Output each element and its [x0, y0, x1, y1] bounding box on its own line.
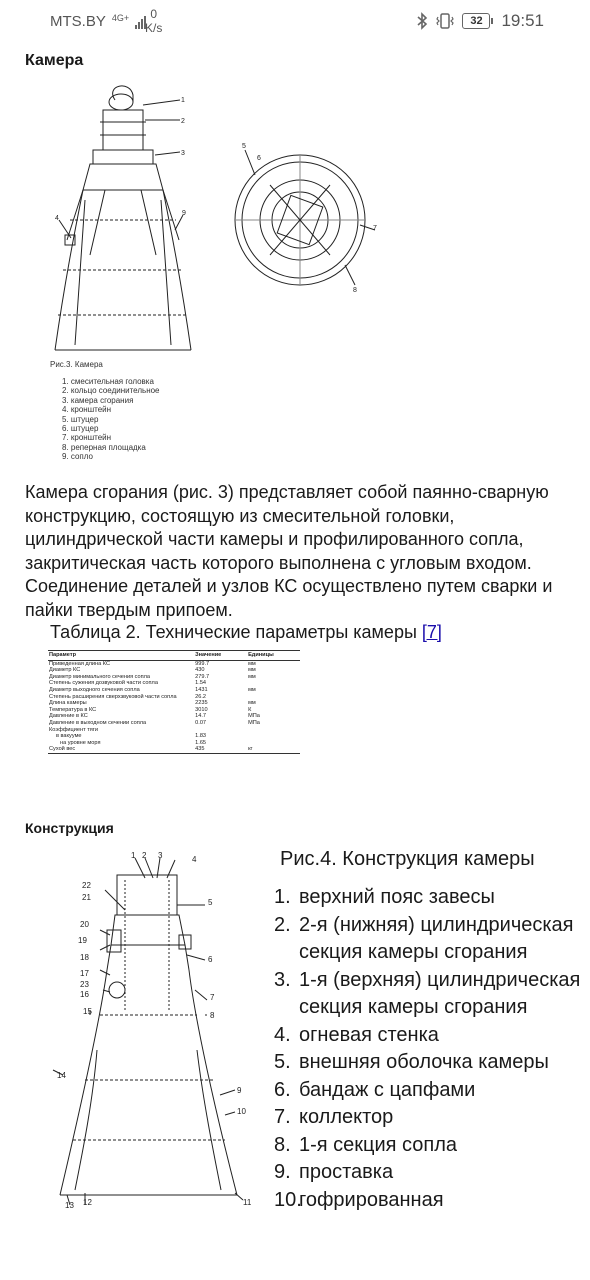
vibrate-icon [436, 13, 454, 29]
list-item-text: верхний пояс завесы [299, 886, 495, 908]
construction-figure [45, 850, 265, 1220]
list-item-text: проставка [299, 1161, 394, 1183]
table-cell [194, 727, 247, 734]
fig4-callout-16: 16 [80, 990, 89, 999]
table-cell: Давление в выходном сечении сопла [49, 719, 147, 726]
fig4-callout-10: 10 [237, 1107, 246, 1116]
list-item [274, 1022, 590, 1050]
list-item-text: коллектор [299, 1106, 394, 1128]
list-item-number: 10. [274, 1188, 302, 1211]
fig4-callout-11: 11 [243, 1198, 252, 1207]
list-item-text: гофрированная [299, 1188, 444, 1211]
fig4-callout-20: 20 [80, 920, 89, 929]
list-item [274, 884, 590, 912]
table-cell: МПа [248, 719, 260, 726]
carrier-name: MTS.BY [50, 13, 106, 30]
fig4-callout-6: 6 [208, 955, 213, 964]
fig3-callout-1: 1 [181, 97, 185, 104]
battery-icon [462, 13, 493, 29]
fig4-callout-7: 7 [210, 993, 215, 1002]
legend-item: 6. штуцер [62, 424, 99, 434]
table-cell: Коэффициент тяги [49, 726, 98, 733]
network-speed [145, 7, 162, 35]
list-item-text: 2-я (нижняя) цилиндрическая секция камеры сгорания [299, 913, 574, 963]
table-cell [247, 740, 300, 747]
speed-unit: K/s [145, 21, 163, 35]
table-row [48, 727, 300, 734]
figure-caption: Рис.3. Камера [50, 360, 103, 369]
column-header: Единицы [247, 651, 300, 661]
list-item-text: внешняя оболочка камеры [299, 1051, 549, 1073]
camera-figure [45, 80, 385, 360]
fig3-callout-2: 2 [181, 118, 185, 125]
table-cell: Диаметр КС [49, 667, 81, 674]
table-cell: в вакууме [56, 733, 82, 740]
list-item-text: бандаж с цапфами [299, 1078, 476, 1101]
list-item [274, 1132, 590, 1160]
legend-item: 4. кронштейн [62, 405, 112, 415]
legend-item: 3. камера сгорания [62, 395, 134, 405]
table-row [48, 720, 300, 727]
table-row [48, 694, 300, 701]
section-heading-camera: Камера [25, 52, 84, 69]
battery-level: 32 [462, 13, 490, 29]
fig4-callout-3: 3 [158, 851, 163, 860]
fig4-callout-21: 21 [82, 893, 91, 902]
table-row [48, 680, 300, 687]
fig4-callout-2: 2 [142, 851, 147, 860]
legend-item: 9. сопло [62, 452, 93, 462]
column-header: Значение [194, 651, 247, 661]
table-cell: Сухой вес [48, 746, 194, 753]
table-cell: Температура в КС [49, 706, 97, 713]
tech-params-table [48, 650, 300, 754]
table-cell: 1.65 [195, 739, 207, 746]
table-cell [247, 727, 300, 734]
status-left [50, 13, 149, 30]
fig3-callout-5: 5 [242, 143, 246, 150]
construction-parts-list [274, 884, 590, 1214]
legend-item: 1. смесительная головка [62, 377, 154, 386]
table-title-text: Таблица 2. Технические параметры камеры [50, 622, 422, 642]
clock: 19:51 [501, 11, 544, 30]
fig4-callout-19: 19 [78, 936, 87, 945]
table-cell: мм [248, 667, 256, 674]
table-cell: К [248, 706, 252, 713]
table-cell: 430 [195, 667, 205, 674]
table-cell: Степень расширения сверхзвуковой части сопла [49, 693, 177, 700]
fig3-callout-7: 7 [373, 225, 377, 232]
table-cell: 1.83 [195, 733, 207, 740]
reference-link[interactable]: [7] [421, 622, 442, 642]
list-item-number: 1. [274, 886, 291, 908]
legend-item: 8. реперная площадка [62, 442, 146, 452]
table-row [48, 713, 300, 720]
fig4-callout-4: 4 [192, 855, 197, 864]
figure-legend [62, 377, 160, 462]
fig4-callout-15: 15 [83, 1007, 92, 1016]
list-item-number: 9. [274, 1161, 291, 1183]
section-heading-construction: Конструкция [25, 820, 114, 836]
table-cell: кг [247, 746, 300, 753]
list-item-number: 8. [274, 1133, 291, 1156]
fig3-callout-6: 6 [257, 155, 261, 162]
list-item [274, 1104, 590, 1132]
fig3-callout-3: 3 [181, 150, 185, 157]
table-cell [247, 733, 300, 740]
fig3-callout-8: 8 [353, 287, 357, 294]
body-paragraph: Камера сгорания (рис. 3) представляет собой паянно-сварную конструкцию, состоящую из смесительной головки, цилиндрической части камеры и профилированного сопла, закритическая часть которого выполнена с угловым входом. Соединение деталей и узлов КС осуществлено путем сварки и пайки твердым припоем. [25, 482, 553, 620]
list-item-number: 2. [274, 913, 291, 936]
table-row [48, 687, 300, 694]
table-title [50, 622, 442, 643]
column-header: Параметр [48, 651, 194, 661]
list-item-text: огневая стенка [299, 1023, 439, 1046]
legend-item: 2. кольцо соединительное [62, 386, 160, 396]
table-cell: мм [248, 700, 256, 707]
table-cell [247, 680, 300, 687]
table-cell: мм [248, 673, 256, 680]
table-row [48, 733, 300, 740]
legend-item: 7. кронштейн [62, 433, 112, 443]
table-cell: Давление в КС [49, 713, 88, 720]
list-item [274, 1159, 590, 1187]
fig4-callout-5: 5 [208, 898, 213, 907]
table-cell: 1.54 [195, 680, 207, 687]
fig4-callout-17: 17 [80, 969, 89, 978]
list-item [274, 1077, 590, 1105]
fig4-callout-13: 13 [65, 1201, 74, 1210]
table-cell: МПа [248, 713, 260, 720]
fig4-callout-14: 14 [57, 1071, 66, 1080]
fig4-callout-8: 8 [210, 1011, 215, 1020]
figure-4-caption: Рис.4. Конструкция камеры [280, 848, 535, 870]
network-type: 4G+ [111, 13, 130, 23]
table-header-row [48, 651, 300, 661]
fig4-callout-23: 23 [80, 980, 89, 989]
list-item-text: 1-я секция сопла [299, 1133, 458, 1156]
list-item-number: 7. [274, 1106, 291, 1128]
table-cell: 2235 [195, 700, 208, 707]
table-cell: 435 [194, 746, 247, 753]
fig4-callout-18: 18 [80, 953, 89, 962]
table-cell: 279.7 [195, 673, 210, 680]
list-item [274, 967, 590, 1022]
table-cell: 26.2 [195, 693, 207, 700]
table-cell: 0.07 [195, 719, 207, 726]
table-cell: Диаметр выходного сечения сопла [49, 686, 140, 693]
table-row [48, 740, 300, 747]
fig4-callout-12: 12 [83, 1198, 92, 1207]
list-item-number: 6. [274, 1078, 291, 1101]
list-item [274, 1187, 590, 1215]
table-row [48, 746, 300, 753]
table-cell: Приведенная длина КС [49, 660, 111, 667]
bluetooth-icon [416, 12, 428, 30]
legend-item: 5. штуцер [62, 414, 99, 424]
table-cell: 1431 [195, 686, 208, 693]
fig3-callout-9: 9 [182, 210, 186, 217]
table-row [48, 660, 300, 667]
table-cell [247, 694, 300, 701]
list-item-number: 4. [274, 1023, 291, 1046]
list-item [274, 1049, 590, 1077]
table-row [48, 707, 300, 714]
table-cell: 14.7 [195, 713, 207, 720]
table-cell: Длина камеры [49, 700, 87, 707]
table-row [48, 700, 300, 707]
table-cell: 999.7 [195, 660, 210, 667]
speed-value: 0 [150, 7, 158, 21]
list-item-number: 3. [274, 968, 291, 991]
list-item-text: 1-я (верхняя) цилиндрическая секция камеры сгорания [299, 968, 581, 1018]
status-bar [0, 0, 590, 44]
table-cell: на уровне моря [60, 739, 101, 746]
fig4-callout-9: 9 [237, 1086, 242, 1095]
table-cell: мм [248, 686, 256, 693]
fig4-callout-1: 1 [131, 851, 136, 860]
table-row [48, 667, 300, 674]
list-item [274, 912, 590, 967]
table-cell: мм [248, 660, 256, 667]
list-item-number: 5. [274, 1051, 291, 1073]
table-cell: Степень сужения дозвуковой части сопла [49, 680, 158, 687]
fig4-callout-22: 22 [82, 881, 91, 890]
table-cell: Диаметр минимального сечения сопла [49, 673, 151, 680]
status-right [416, 11, 544, 31]
table-cell: 3010 [195, 706, 208, 713]
fig3-callout-4: 4 [55, 215, 59, 222]
